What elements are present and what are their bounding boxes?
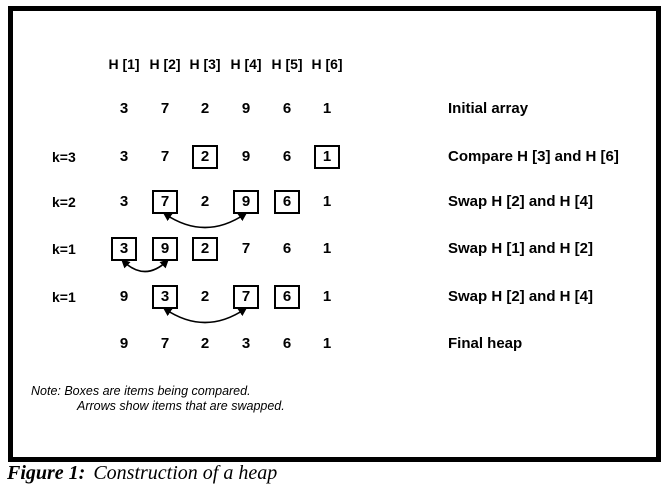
row-label: Final heap (448, 335, 523, 352)
row-label: Swap H [2] and H [4] (448, 288, 594, 305)
k-label: k=1 (52, 241, 76, 257)
array-cell-compared: 6 (274, 190, 300, 214)
array-cell: 7 (160, 335, 170, 352)
array-cell-compared: 3 (152, 285, 178, 309)
caption-prefix: Figure 1: (7, 462, 86, 484)
k-label: k=3 (52, 149, 76, 165)
note-line-2: Arrows show items that are swapped. (77, 399, 285, 413)
array-cell: 7 (160, 148, 170, 165)
array-row-k1-first (0, 237, 668, 261)
header-cell: H [4] (230, 56, 262, 72)
swap-arrow-icon (153, 211, 257, 237)
array-cell: 7 (160, 100, 170, 117)
array-cell: 2 (200, 288, 210, 305)
array-cell-compared: 9 (233, 190, 259, 214)
array-cell: 9 (241, 148, 251, 165)
header-cell: H [2] (149, 56, 181, 72)
header-row (0, 52, 668, 76)
header-cell: H [5] (271, 56, 303, 72)
header-cell: H [3] (189, 56, 221, 72)
array-row-initial (0, 97, 668, 121)
array-cell: 6 (282, 148, 292, 165)
header-cell: H [1] (108, 56, 140, 72)
array-cell-compared: 7 (233, 285, 259, 309)
array-cell: 7 (241, 240, 251, 257)
array-cell: 3 (119, 148, 129, 165)
array-cell: 1 (322, 288, 332, 305)
array-cell-compared: 2 (192, 237, 218, 261)
array-row-k2 (0, 190, 668, 214)
array-cell-compared: 6 (274, 285, 300, 309)
swap-arrow-icon (115, 258, 179, 280)
array-cell-compared: 2 (192, 145, 218, 169)
row-label: Initial array (448, 100, 529, 117)
array-cell: 3 (119, 193, 129, 210)
k-label: k=2 (52, 194, 76, 210)
figure-caption (7, 462, 277, 485)
array-cell: 1 (322, 193, 332, 210)
note-line-1: Note: Boxes are items being compared. (31, 384, 251, 398)
array-cell-compared: 1 (314, 145, 340, 169)
array-cell: 2 (200, 193, 210, 210)
row-label: Swap H [1] and H [2] (448, 240, 594, 257)
array-cell: 1 (322, 100, 332, 117)
array-cell: 3 (119, 100, 129, 117)
row-label: Compare H [3] and H [6] (448, 148, 619, 165)
k-label: k=1 (52, 289, 76, 305)
row-label: Swap H [2] and H [4] (448, 193, 594, 210)
swap-arrow-icon (153, 306, 257, 332)
array-cell: 1 (322, 335, 332, 352)
array-row-k1-second (0, 285, 668, 309)
array-cell: 9 (241, 100, 251, 117)
header-cell: H [6] (311, 56, 343, 72)
array-cell: 2 (200, 100, 210, 117)
array-cell: 9 (119, 288, 129, 305)
figure-note (31, 384, 285, 414)
array-cell: 6 (282, 335, 292, 352)
array-cell: 1 (322, 240, 332, 257)
array-cell-compared: 3 (111, 237, 137, 261)
array-cell: 6 (282, 100, 292, 117)
array-cell: 6 (282, 240, 292, 257)
array-row-final (0, 332, 668, 356)
array-cell: 9 (119, 335, 129, 352)
array-cell-compared: 7 (152, 190, 178, 214)
array-cell: 2 (200, 335, 210, 352)
caption-text: Construction of a heap (93, 462, 278, 484)
array-cell: 3 (241, 335, 251, 352)
array-cell-compared: 9 (152, 237, 178, 261)
array-row-k3 (0, 145, 668, 169)
